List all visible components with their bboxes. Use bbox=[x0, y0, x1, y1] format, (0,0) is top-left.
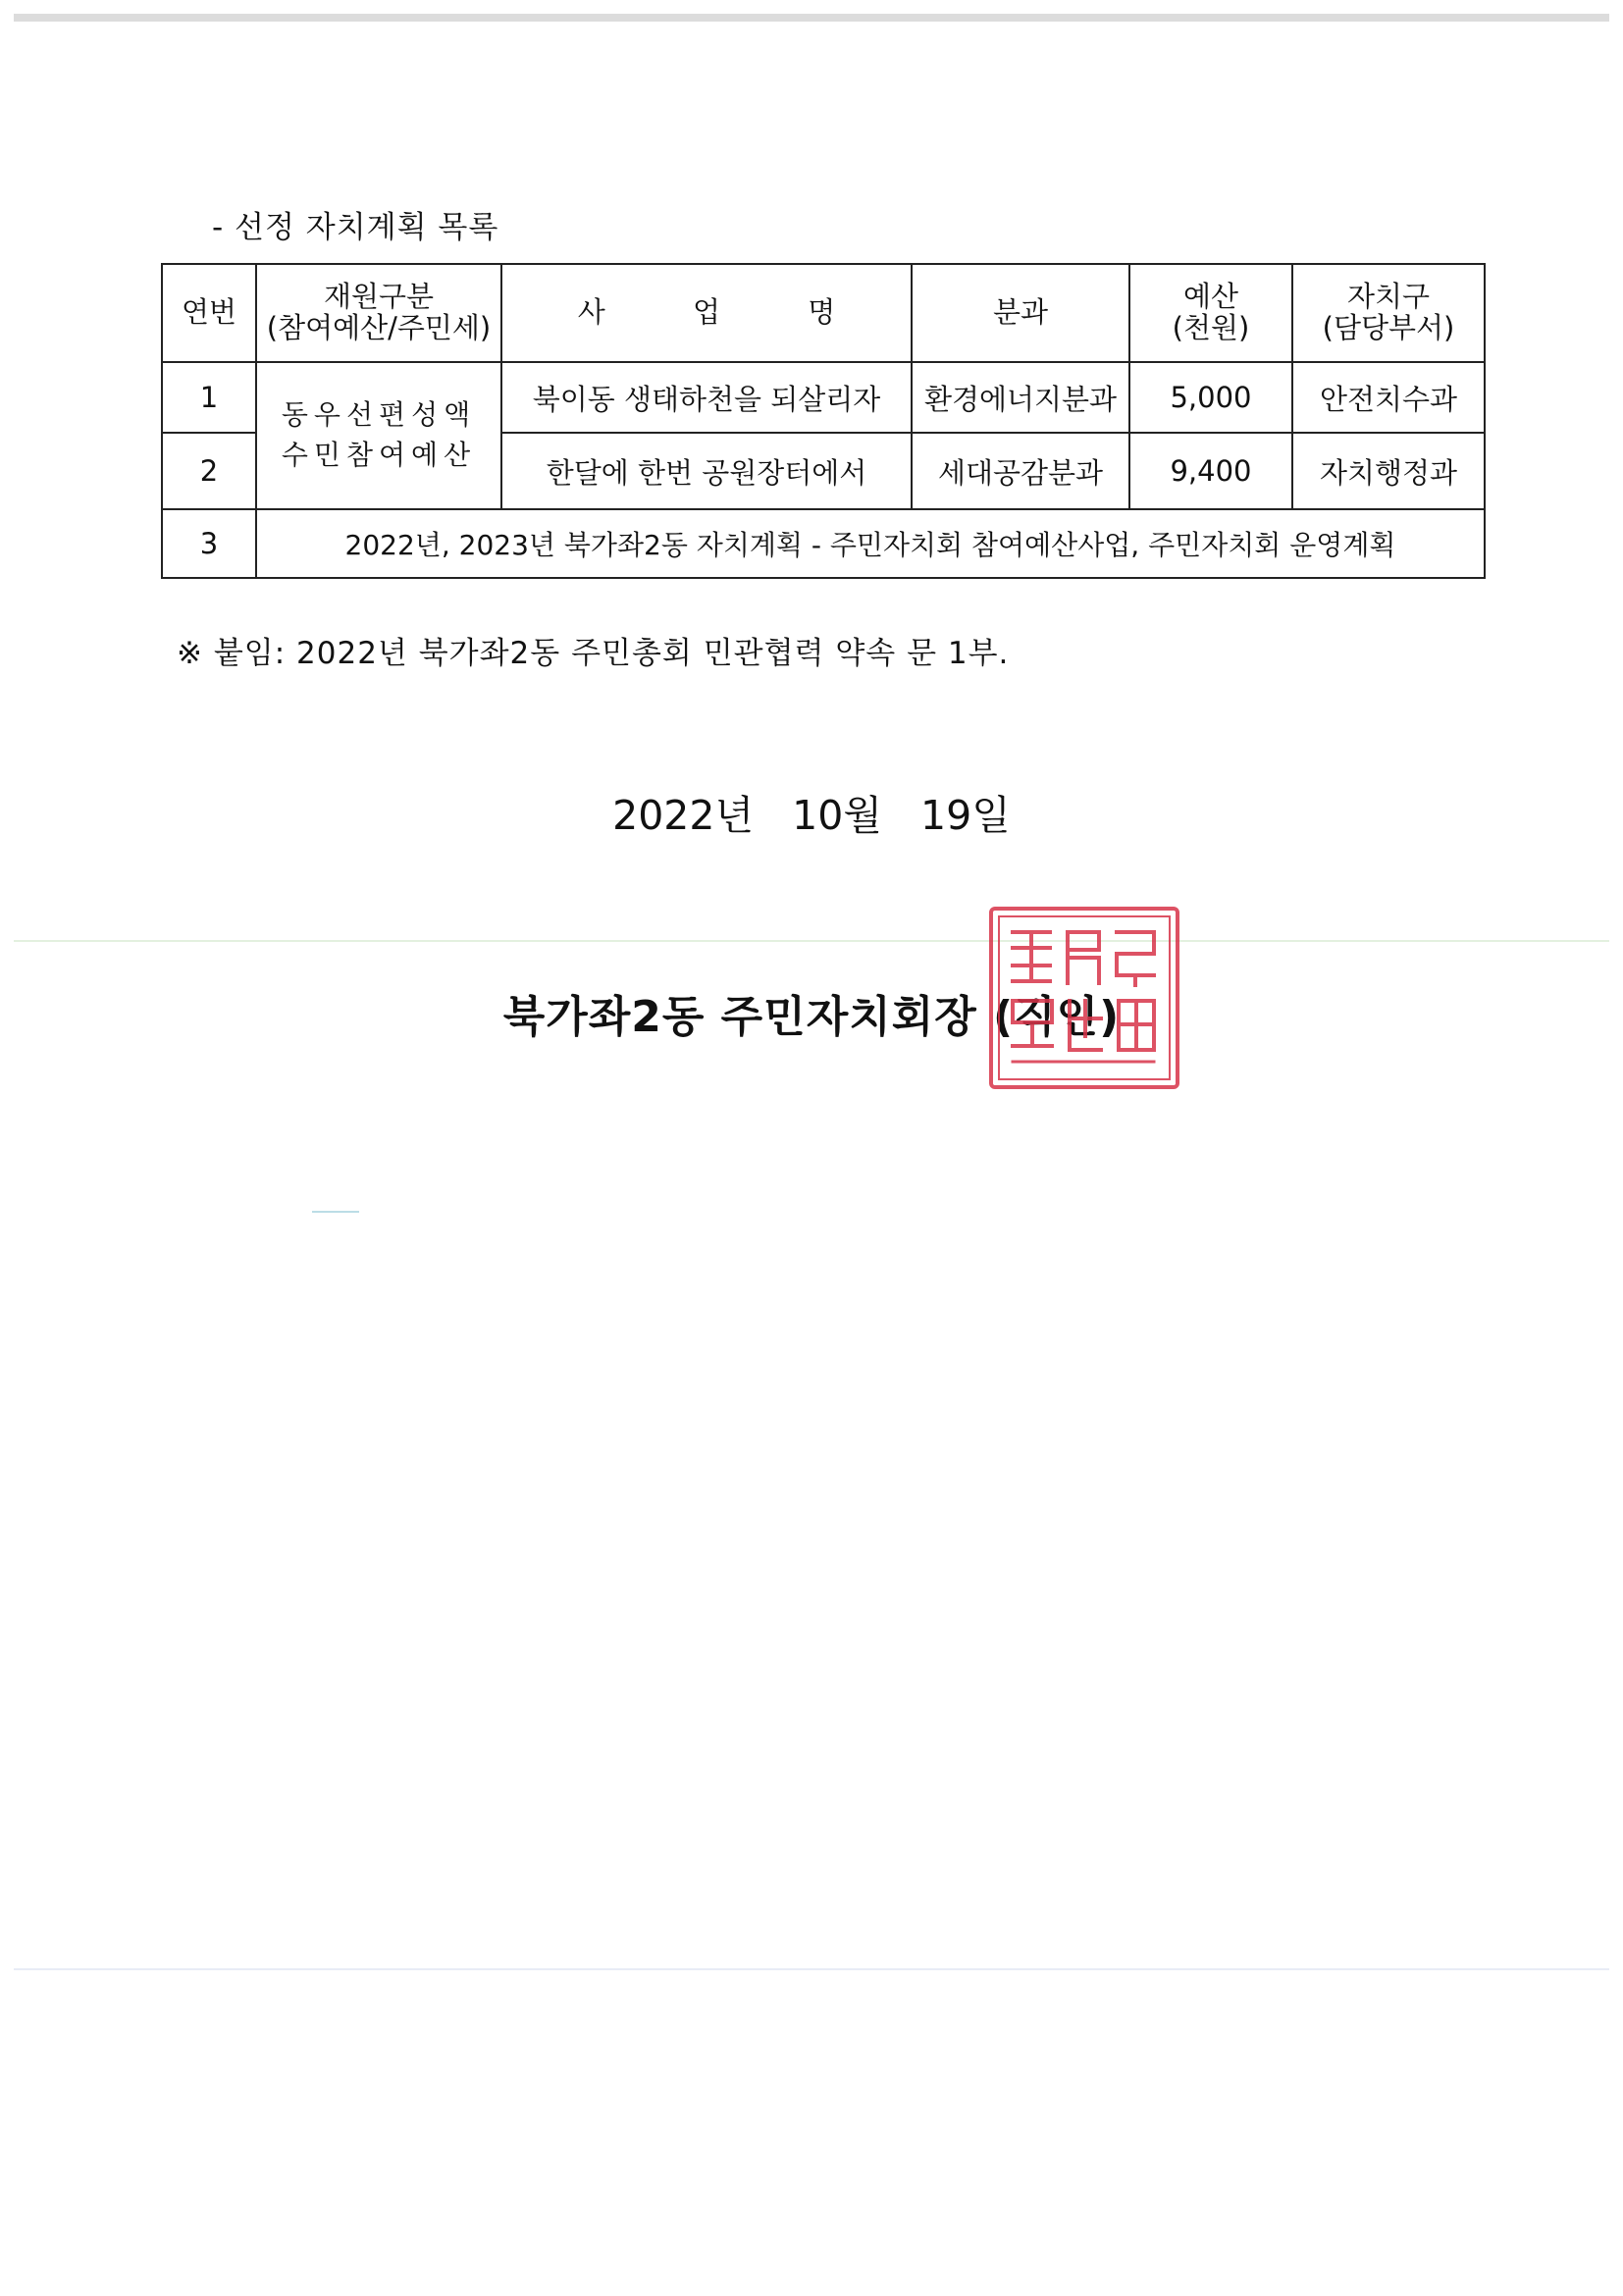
cell-department: 자치행정과 bbox=[1292, 433, 1485, 509]
header-district bbox=[1292, 264, 1485, 362]
cell-summary: 2022년, 2023년 북가좌2동 자치계획 - 주민자치회 참여예산사업, 주민자치회 운영계획 bbox=[256, 509, 1485, 578]
scan-artifact-mark bbox=[312, 1211, 359, 1213]
header-district-line1: 자치구 bbox=[1346, 280, 1431, 314]
cell-project: 한달에 한번 공원장터에서 bbox=[501, 433, 912, 509]
header-budget-line2: (천원) bbox=[1172, 311, 1250, 344]
cell-no: 3 bbox=[162, 509, 256, 578]
document-date: 2022년 10월 19일 bbox=[612, 792, 1011, 839]
plan-table bbox=[161, 263, 1486, 579]
cell-no: 2 bbox=[162, 433, 256, 509]
table-summary-row bbox=[162, 509, 1485, 578]
cell-division: 세대공감분과 bbox=[912, 433, 1129, 509]
cell-division: 환경에너지분과 bbox=[912, 362, 1129, 433]
header-district-line2: (담당부서) bbox=[1322, 311, 1455, 344]
cell-project: 북이동 생태하천을 되살리자 bbox=[501, 362, 912, 433]
header-no: 연번 bbox=[162, 264, 256, 362]
cell-funding-merged bbox=[256, 362, 501, 509]
cell-no: 1 bbox=[162, 362, 256, 433]
header-budget bbox=[1129, 264, 1292, 362]
header-budget-line1: 예산 bbox=[1182, 280, 1239, 314]
header-division: 분과 bbox=[912, 264, 1129, 362]
header-funding bbox=[256, 264, 501, 362]
header-funding-line1: 재원구분 bbox=[323, 280, 435, 314]
funding-merged-line2: 수민참여예산 bbox=[281, 439, 477, 471]
header-project-label: 사 업 명 bbox=[577, 295, 875, 330]
cell-budget: 9,400 bbox=[1129, 433, 1292, 509]
table-row bbox=[162, 362, 1485, 433]
signature-line: 북가좌2동 주민자치회장 (직인) bbox=[502, 992, 1121, 1042]
attachment-note: ※ 붙임: 2022년 북가좌2동 주민총회 민관협력 약속 문 1부. bbox=[177, 636, 1010, 671]
official-seal-stamp-icon bbox=[983, 899, 1187, 1099]
funding-merged-line1: 동우선편성액 bbox=[281, 398, 477, 432]
header-funding-line2: (참여예산/주민세) bbox=[266, 311, 492, 344]
cell-budget: 5,000 bbox=[1129, 362, 1292, 433]
cell-department: 안전치수과 bbox=[1292, 362, 1485, 433]
header-project bbox=[501, 264, 912, 362]
scan-edge bbox=[14, 14, 1609, 22]
table-header-row bbox=[162, 264, 1485, 362]
scan-artifact-band bbox=[14, 1968, 1609, 1970]
section-title: - 선정 자치계획 목록 bbox=[212, 210, 499, 245]
scan-artifact-band bbox=[14, 940, 1609, 942]
